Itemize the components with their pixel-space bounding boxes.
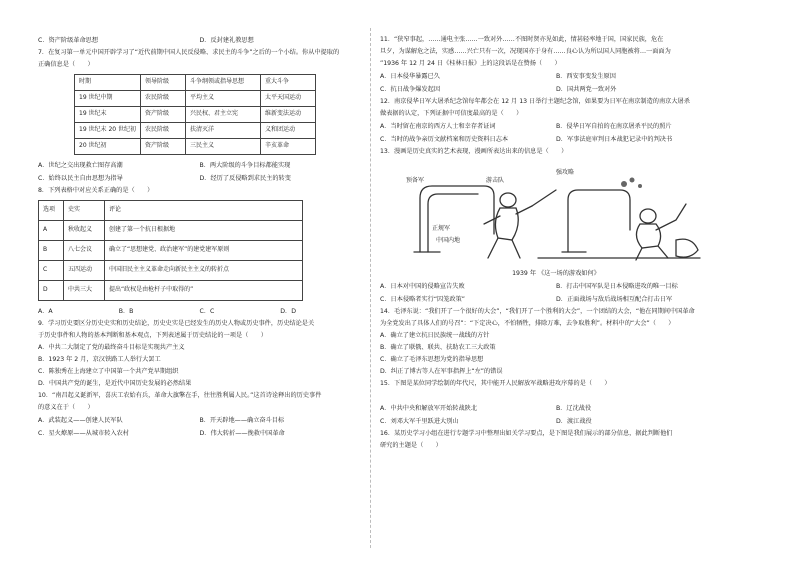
q7-stem-line-2: 正确信息是（ ） xyxy=(38,61,94,68)
option-d: D．D xyxy=(280,308,296,315)
q13-cartoon xyxy=(380,160,732,268)
option-b: B．确立了联俄、联共、扶助农工三大政策 xyxy=(380,344,496,351)
q13-options-row-2 xyxy=(380,293,732,306)
question-8 xyxy=(38,185,361,318)
q11-options-row-2 xyxy=(380,83,732,96)
table-cell: A xyxy=(39,221,64,241)
option-a: A．中共二大制定了党的最终奋斗目标是实现共产主义 xyxy=(38,344,185,351)
table-row xyxy=(75,91,316,107)
table-row xyxy=(39,241,303,261)
q13-cartoon-caption: 1939 年 《这一场的游戏如何》 xyxy=(512,270,600,277)
table-cell: 农民阶级 xyxy=(141,91,186,107)
option-d: D．经历了反侵略到求民主的转变 xyxy=(199,175,291,182)
option-b: B．B xyxy=(118,308,134,315)
table-cell: B xyxy=(39,241,64,261)
table-cell: 19 世纪中期 xyxy=(75,91,141,107)
cartoon-illustration xyxy=(380,160,732,268)
table-cell: 资产阶级 xyxy=(141,139,186,155)
cartoon-label: 强攻略 xyxy=(556,169,575,176)
column-divider xyxy=(370,28,371,548)
table-row xyxy=(75,123,316,139)
q10-stem-line-1: 10．“南昌起义诞新军，喜庆工农始有兵，革命大旗擎在手，往往胜利属人民。”这首诗诠释出的历史事件 xyxy=(38,392,322,399)
cartoon-body-2 xyxy=(636,224,660,248)
question-13 xyxy=(380,146,732,306)
q7-options-row-1 xyxy=(38,159,361,172)
option-c: C．星火燎原——从城市转入农村 xyxy=(38,430,129,437)
table-cell: 创建了第一个抗日根据地 xyxy=(105,221,303,241)
option-a: A．武装起义——创建人民军队 xyxy=(38,417,123,424)
q10-options-row-2 xyxy=(38,427,361,440)
option-d: D．国共两党一致对外 xyxy=(556,86,617,93)
option-a: A．日本侵华暴露已久 xyxy=(380,73,440,80)
option-c: C．资产阶级革命思想 xyxy=(38,37,99,44)
option-d: D．伟大转折——挽救中国革命 xyxy=(199,430,285,437)
option-c: C．始终以民主自由思想为指导 xyxy=(38,175,123,182)
table-cell: 19 世纪末 xyxy=(75,107,141,123)
table-cell: 太平天国运动 xyxy=(261,91,316,107)
table-header-cell: 重大斗争 xyxy=(261,75,316,91)
table-row xyxy=(39,281,303,301)
q12-options-row-1 xyxy=(380,120,732,133)
table-cell: 五四运动 xyxy=(64,261,105,281)
table-header-cell: 选项 xyxy=(39,201,64,221)
cartoon-legs xyxy=(488,238,520,258)
q16-stem-line-1: 16．某历史学习小组在进行专题学习中整理出如关学习要点，是下图是我们展示的部分信息，据此判断他们 xyxy=(380,430,673,437)
table-cell: 资产阶级 xyxy=(141,107,186,123)
q8-table xyxy=(38,200,303,301)
cartoon-dot xyxy=(638,184,642,188)
option-d: D．军事法庭审判日本战犯记录中的判决书 xyxy=(556,136,673,143)
question-7 xyxy=(38,47,361,185)
table-cell: 平均主义 xyxy=(186,91,261,107)
q8-stem: 8．下列表格中对应关系正确的是（ ） xyxy=(38,187,154,194)
q14-stem-line-2: 为全党发出了具体人们的号召”：“下定决心，不怕牺牲，排除万难，去争取胜利”。材料中的“大会”（ ） xyxy=(380,320,675,327)
q10-options-row-1 xyxy=(38,414,361,427)
option-d: D．正面战场与敌后战场相互配合打击日军 xyxy=(556,296,673,303)
table-cell: 19 世纪末 20 世纪初 xyxy=(75,123,141,139)
q7-options-row-2 xyxy=(38,172,361,185)
q13-options-row-1 xyxy=(380,280,732,293)
table-cell: 中共三大 xyxy=(64,281,105,301)
q16-stem-line-2: 研究的主题是（ ） xyxy=(380,442,442,449)
cartoon-label: 中国内地 xyxy=(436,237,461,244)
option-a: A．日本对中国的侵略宣告失败 xyxy=(380,283,465,290)
cartoon-prone-figure xyxy=(676,239,698,257)
cartoon-body xyxy=(495,208,518,240)
question-14 xyxy=(380,306,732,378)
option-d: D．反封建礼教思想 xyxy=(199,37,254,44)
option-a: A．确立了建立抗日民族统一战线的方针 xyxy=(380,332,490,339)
q15-stem: 15．下图是某位同学绘制的年代尺，其中能开人民解放军战略进攻序幕的是（ ） xyxy=(380,380,611,387)
option-b: B．打击中国军队是日本侵略进攻的唯一目标 xyxy=(556,283,678,290)
table-cell: 扶清灭洋 xyxy=(186,123,261,139)
question-16 xyxy=(380,428,732,452)
option-a: A．A xyxy=(38,308,53,315)
option-a: A．世纪之交出现救亡图存高潮 xyxy=(38,162,123,169)
table-cell: C xyxy=(39,261,64,281)
option-b: B．两大阶级的斗争目标都能实现 xyxy=(199,162,291,169)
option-c: C．抗日战争爆发起因 xyxy=(380,86,441,93)
cartoon-arms-2 xyxy=(656,204,686,230)
option-b: B．开天辟地——确立奋斗目标 xyxy=(199,417,285,424)
option-d: D．渡江战役 xyxy=(556,418,592,425)
table-cell: 辛亥革命 xyxy=(261,139,316,155)
question-12 xyxy=(380,96,732,146)
option-b: B．西安事变发生原因 xyxy=(556,73,616,80)
table-cell: 秋收起义 xyxy=(64,221,105,241)
table-cell: 20 世纪初 xyxy=(75,139,141,155)
question-15 xyxy=(380,378,732,428)
option-c: C．C xyxy=(199,308,215,315)
option-c: C．日本侵略者实行“囚笼政策” xyxy=(380,296,465,303)
table-cell: 义和团运动 xyxy=(261,123,316,139)
question-11 xyxy=(380,34,732,96)
q13-stem: 13．漫画是历史真实的艺术表现，漫画所表达出来的信息是（ ） xyxy=(380,148,568,155)
left-column xyxy=(38,34,361,440)
q12-stem-line-1: 12．南京侵华日军大屠杀纪念馆每年都会在 12 月 13 日举行主题纪念馆，如果要为日军在南京制造的南京大屠杀 xyxy=(380,98,690,105)
option-c: C．当时的战争亲历文献档案和历史资料日志本 xyxy=(380,136,509,143)
table-cell: 三民主义 xyxy=(186,139,261,155)
table-cell: 中国旧民主主义革命走向新民主主义的转折点 xyxy=(105,261,303,281)
q11-options-row-1 xyxy=(380,70,732,83)
table-header-cell: 时期 xyxy=(75,75,141,91)
option-b: B．1923 年 2 月，京汉铁路工人举行大罢工 xyxy=(38,356,161,363)
q10-stem-line-2: 的意义在于（ ） xyxy=(38,404,94,411)
cartoon-dot xyxy=(630,178,635,183)
table-header-row xyxy=(39,201,303,221)
table-row xyxy=(39,261,303,281)
table-row xyxy=(39,221,303,241)
option-b: B．侵华日军自拍的在南京屠杀平民的照片 xyxy=(556,123,672,130)
option-d: D．中国共产党的诞生，是近代中国历史发展的必然结果 xyxy=(38,380,192,387)
table-cell: 提出“政权是由枪杆子中取得的” xyxy=(105,281,303,301)
table-cell: 农民阶级 xyxy=(141,123,186,139)
option-c: C．确立了毛泽东思想为党的指导思想 xyxy=(380,356,484,363)
table-header-cell: 史实 xyxy=(64,201,105,221)
cartoon-label: 预备军 xyxy=(406,177,425,184)
q12-options-row-2 xyxy=(380,133,732,146)
option-d: D．纠正了博古等人在军事指挥上“左”的错误 xyxy=(380,368,503,375)
q15-timeline-space xyxy=(380,390,732,402)
table-header-cell: 斗争纲领或指导思想 xyxy=(186,75,261,91)
table-cell: 八七会议 xyxy=(64,241,105,261)
cartoon-dot xyxy=(621,181,627,187)
table-cell: D xyxy=(39,281,64,301)
q15-options-row-1 xyxy=(380,402,732,415)
option-a: A．当时留在南京的西方人士和幸存者证词 xyxy=(380,123,496,130)
cartoon-label: 正规军 xyxy=(432,225,451,232)
q8-options xyxy=(38,305,361,318)
question-10 xyxy=(38,390,361,440)
option-c: C．刘邓大军千里跃进大别山 xyxy=(380,418,459,425)
option-b: B．辽沈战役 xyxy=(556,405,592,412)
table-header-cell: 领导阶级 xyxy=(141,75,186,91)
option-c: C．陈独秀在上海建立了中国第一个共产党早期组织 xyxy=(38,368,179,375)
cartoon-arms xyxy=(484,206,532,224)
cartoon-head xyxy=(500,193,516,207)
q7-stem-line-1: 7．在复习第一单元中国开辟学习了“近代前期中国人民反侵略、求民主的斗争”之后的一个小结。你从中提取的 xyxy=(38,49,340,56)
table-header-cell: 评论 xyxy=(105,201,303,221)
table-cell: 兴民权、君主立宪 xyxy=(186,107,261,123)
table-row xyxy=(75,107,316,123)
q15-options-row-2 xyxy=(380,415,732,428)
option-a: A．中共中央和解放军开始转战陕北 xyxy=(380,405,478,412)
cartoon-frame-right xyxy=(568,190,630,252)
table-cell: 维新变法运动 xyxy=(261,107,316,123)
q12-stem-line-2: 做表据的认定，下列证据中可信度最高的是（ ） xyxy=(380,110,523,117)
question-9 xyxy=(38,318,361,390)
table-cell: 确立了“思想建党、政治建军”的建党建军原则 xyxy=(105,241,303,261)
q7-table xyxy=(74,74,316,155)
cartoon-label: 游击队 xyxy=(486,177,505,184)
q9-stem-line-1: 9．学习历史要区分历史史实和历史结论，历史史实是已经发生的历史人物或历史事件，历史结论是关 xyxy=(38,320,315,327)
cartoon-head-2 xyxy=(640,209,656,223)
q11-stem-line-3: ”1936 年 12 月 24 日《桂林日报》上的这段话是在赞扬（ ） xyxy=(380,60,561,67)
q9-stem-line-2: 于历史事件和人物的基本判断和基本观点，下列表述属于历史结论的一项是（ ） xyxy=(38,332,267,339)
q11-stem-line-1: 11．“狭窄事起，……通电主张……一致对外……不图时贤亦见如此，情甚轻率地于国，国家民族，危在 xyxy=(380,36,664,43)
table-header-row xyxy=(75,75,316,91)
right-column xyxy=(380,34,732,452)
q11-stem-line-2: 旦夕，为谋解危之法，实感……兴亡只有一次，况现国亦于身有……良心认为所以国人同胞被将…一面面为 xyxy=(380,48,671,55)
prev-question-options xyxy=(38,34,361,47)
q14-stem-line-1: 14．毛泽东说：“我们开了一个很好的大会”，“我们开了一个胜利的大会”，一个团结的大会，“他在同期间中国革命 xyxy=(380,308,695,315)
cartoon-rifle xyxy=(532,190,556,206)
table-row xyxy=(75,139,316,155)
